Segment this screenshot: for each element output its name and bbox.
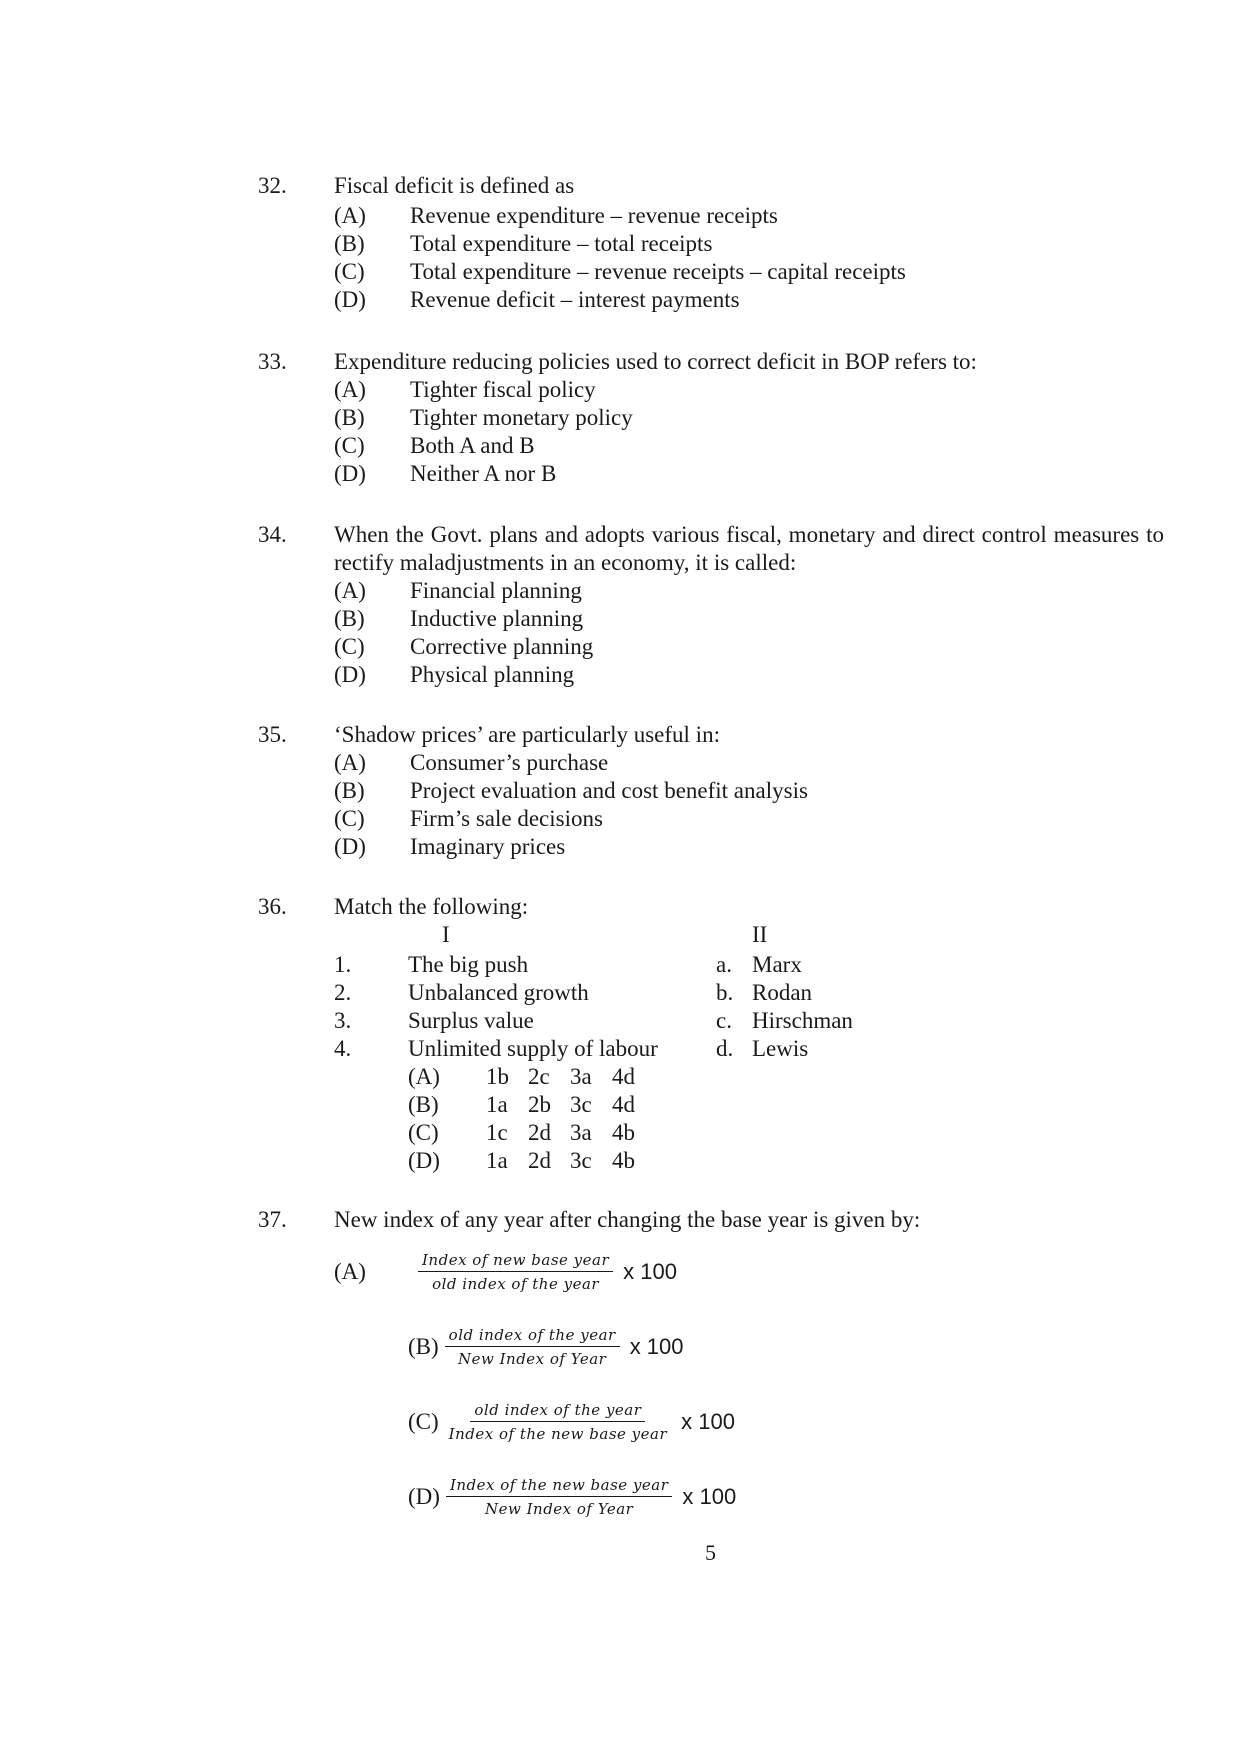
option-label: (D) — [334, 287, 366, 312]
column-ii-heading: II — [752, 922, 768, 947]
option-c — [408, 1401, 735, 1443]
option-label: (C) — [408, 1409, 439, 1434]
row-letter: b. — [716, 980, 734, 1005]
option-label: (D) — [334, 461, 366, 486]
question-number: 36. — [258, 894, 287, 919]
question-text: Fiscal deficit is defined as — [334, 173, 575, 198]
question-text: ‘Shadow prices’ are particularly useful in: — [334, 722, 720, 747]
fraction-numerator: Index of new base year — [418, 1251, 613, 1272]
option-label: (B) — [334, 231, 365, 256]
fraction — [418, 1251, 613, 1293]
fraction-numerator: old index of the year — [470, 1401, 645, 1422]
option-a — [408, 1063, 654, 1091]
row-left: The big push — [408, 952, 529, 977]
row-letter: a. — [716, 952, 732, 977]
code: 2d — [528, 1148, 551, 1173]
option-text: Financial planning — [410, 578, 582, 603]
multiplier: x 100 — [681, 1409, 735, 1434]
option-text: Corrective planning — [410, 634, 594, 659]
option-label: (B) — [334, 778, 365, 803]
question-number: 34. — [258, 522, 287, 547]
question-text: Expenditure reducing policies used to correct deficit in BOP refers to: — [334, 349, 977, 374]
option-text: Inductive planning — [410, 606, 584, 631]
row-right: Hirschman — [752, 1008, 853, 1033]
question-text: Match the following: — [334, 894, 529, 919]
code: 4d — [612, 1092, 635, 1117]
row-right: Marx — [752, 952, 802, 977]
question-number: 33. — [258, 349, 287, 374]
row-left: Unlimited supply of labour — [408, 1036, 658, 1061]
option-label: (B) — [334, 606, 365, 631]
option-label: (C) — [334, 634, 365, 659]
option-label: (B) — [408, 1092, 439, 1117]
code: 2d — [528, 1120, 551, 1145]
page-number: 5 — [705, 1540, 716, 1565]
question-text: New index of any year after changing the base year is given by: — [334, 1207, 921, 1232]
option-label: (A) — [334, 750, 366, 775]
code: 3c — [570, 1092, 592, 1117]
row-right: Rodan — [752, 980, 813, 1005]
fraction-denominator: New Index of Year — [485, 1500, 634, 1518]
option-text: Consumer’s purchase — [410, 750, 609, 775]
option-a — [334, 1251, 677, 1293]
option-text: Revenue deficit – interest payments — [410, 287, 740, 312]
option-text: Total expenditure – total receipts — [410, 231, 713, 256]
code: 3a — [570, 1064, 592, 1089]
code: 1b — [486, 1064, 509, 1089]
question-number: 35. — [258, 722, 287, 747]
option-text: Neither A nor B — [410, 461, 557, 486]
row-number: 2. — [334, 980, 352, 1005]
option-label: (A) — [408, 1064, 440, 1089]
row-letter: c. — [716, 1008, 732, 1033]
row-left: Surplus value — [408, 1008, 534, 1033]
code: 2b — [528, 1092, 551, 1117]
row-number: 4. — [334, 1036, 352, 1061]
option-label: (C) — [408, 1120, 439, 1145]
code: 3a — [570, 1120, 592, 1145]
option-text: Firm’s sale decisions — [410, 806, 603, 831]
option-text: Physical planning — [410, 662, 575, 687]
option-text: Revenue expenditure – revenue receipts — [410, 203, 778, 228]
code: 1a — [486, 1148, 508, 1173]
option-label: (C) — [334, 259, 365, 284]
option-label: (C) — [334, 433, 365, 458]
question-number: 32. — [258, 173, 287, 198]
option-b — [408, 1326, 684, 1368]
code: 1c — [486, 1120, 508, 1145]
multiplier: x 100 — [623, 1259, 677, 1284]
code: 2c — [528, 1064, 550, 1089]
fraction-numerator: Index of the new base year — [446, 1476, 672, 1497]
code: 1a — [486, 1092, 508, 1117]
row-right: Lewis — [752, 1036, 809, 1061]
code: 4d — [612, 1064, 635, 1089]
option-label: (C) — [334, 806, 365, 831]
option-label: (B) — [334, 405, 365, 430]
option-label: (D) — [408, 1484, 440, 1509]
option-b — [408, 1091, 654, 1119]
option-d — [408, 1147, 654, 1175]
multiplier: x 100 — [629, 1334, 684, 1359]
option-label: (D) — [408, 1148, 440, 1173]
row-left: Unbalanced growth — [408, 980, 589, 1005]
question-number: 37. — [258, 1207, 287, 1232]
option-label: (A) — [334, 377, 366, 402]
fraction — [445, 1326, 620, 1368]
row-letter: d. — [716, 1036, 734, 1061]
option-label: (A) — [334, 1259, 366, 1284]
option-text: Total expenditure – revenue receipts – capital receipts — [410, 259, 906, 284]
fraction-denominator: old index of the year — [432, 1275, 600, 1293]
column-i-heading: I — [442, 922, 450, 947]
option-text: Tighter fiscal policy — [410, 377, 596, 402]
fraction — [446, 1476, 672, 1518]
fraction-numerator: old index of the year — [445, 1326, 620, 1347]
option-text: Tighter monetary policy — [410, 405, 633, 430]
option-label: (B) — [408, 1334, 439, 1359]
fraction — [445, 1401, 671, 1443]
option-c — [408, 1119, 654, 1147]
fraction-denominator: New Index of Year — [458, 1350, 607, 1368]
option-label: (A) — [334, 578, 366, 603]
fraction-denominator: Index of the new base year — [448, 1425, 668, 1443]
code: 4b — [612, 1148, 635, 1173]
multiplier: x 100 — [682, 1484, 737, 1509]
option-text: Imaginary prices — [410, 834, 566, 859]
code: 3c — [570, 1148, 592, 1173]
question-text: When the Govt. plans and adopts various fiscal, monetary and direct control measures to rectify maladjustments in an economy, it is called: — [334, 522, 1164, 575]
option-label: (A) — [334, 203, 366, 228]
option-label: (D) — [334, 834, 366, 859]
code: 4b — [612, 1120, 635, 1145]
option-text: Both A and B — [410, 433, 535, 458]
row-number: 3. — [334, 1008, 352, 1033]
row-number: 1. — [334, 952, 352, 977]
option-label: (D) — [334, 662, 366, 687]
option-d — [408, 1476, 736, 1518]
option-text: Project evaluation and cost benefit analysis — [410, 778, 808, 803]
